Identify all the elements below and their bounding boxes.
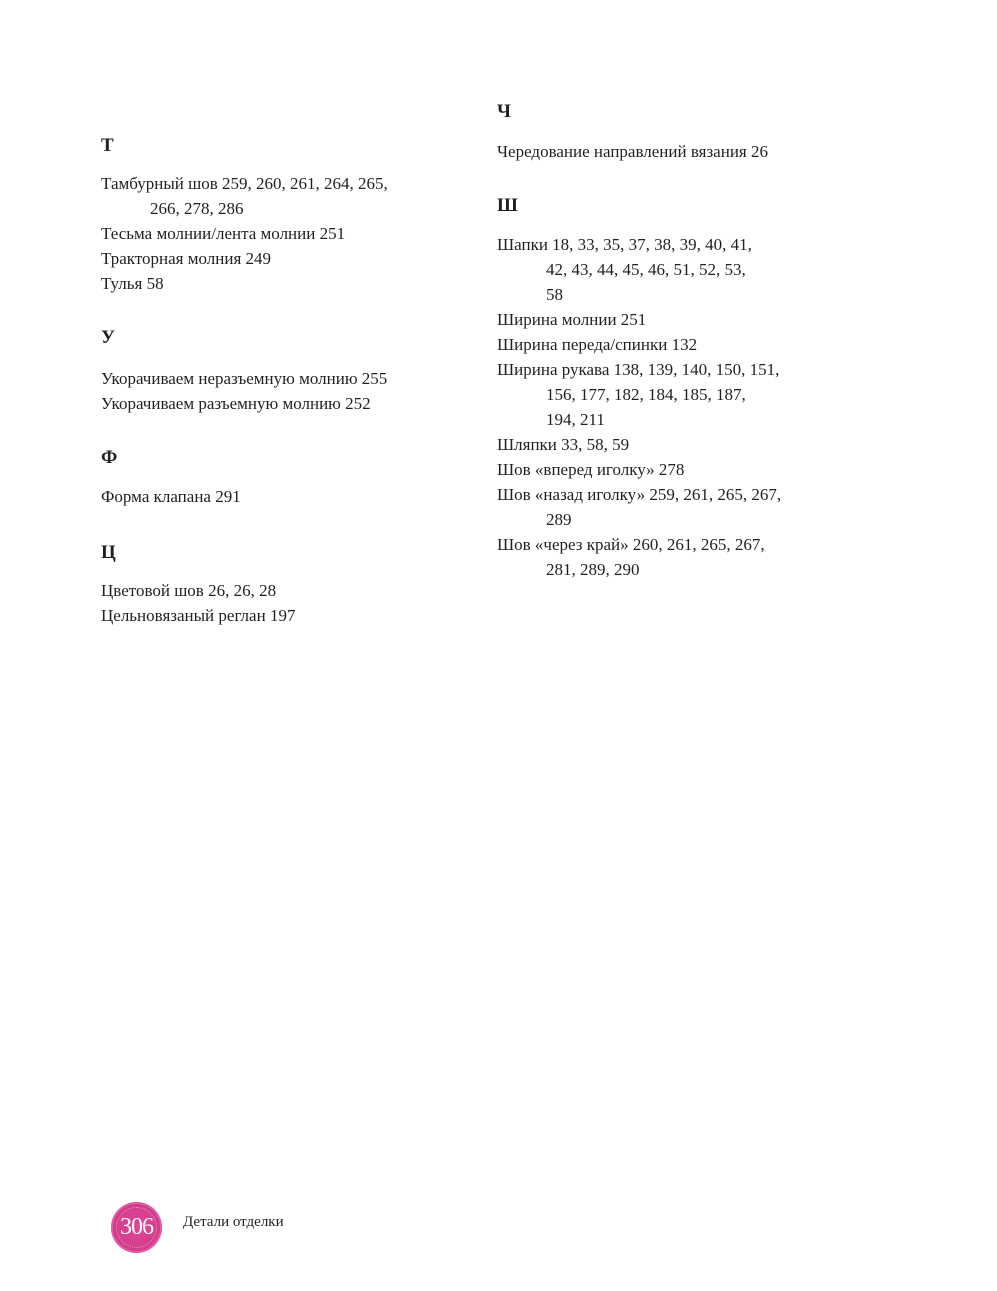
index-entry-line: Шов «через край» 260, 261, 265, 267, [497, 535, 765, 554]
index-entry-line: Тамбурный шов 259, 260, 261, 264, 265, [101, 174, 388, 193]
index-entry: Чередование направлений вязания 26 [497, 142, 768, 161]
page-number-badge [111, 1202, 162, 1253]
index-entry: Ширина молнии 251 [497, 310, 647, 329]
running-footer-title: Детали отделки [183, 1214, 284, 1230]
index-entry: Цельновязаный реглан 197 [101, 606, 296, 625]
index-letter-ts: Ц [101, 542, 116, 563]
index-entry-continuation: 281, 289, 290 [546, 560, 640, 579]
index-entry: Цветовой шов 26, 26, 28 [101, 581, 277, 600]
index-entry-continuation: 194, 211 [546, 410, 605, 429]
index-entry-continuation: 289 [546, 510, 572, 529]
index-entry: Тулья 58 [101, 274, 164, 293]
index-letter-ch: Ч [497, 101, 511, 122]
page-number: 306 [120, 1214, 153, 1240]
index-entry [497, 532, 765, 582]
index-entry: Ширина переда/спинки 132 [497, 335, 698, 354]
index-letter-t: Т [101, 135, 114, 156]
index-letter-sh: Ш [497, 195, 518, 216]
index-entry-continuation: 266, 278, 286 [150, 199, 244, 218]
index-entry: Укорачиваем неразъемную молнию 255 [101, 369, 388, 388]
index-entry [497, 232, 752, 307]
index-entry: Укорачиваем разъемную молнию 252 [101, 394, 371, 413]
index-entry-line: Ширина рукава 138, 139, 140, 150, 151, [497, 360, 780, 379]
index-entry: Шов «вперед иголку» 278 [497, 460, 685, 479]
index-entry [101, 171, 388, 221]
index-entry-continuation: 58 [546, 285, 563, 304]
index-entry [497, 357, 779, 432]
index-entry-line: Шапки 18, 33, 35, 37, 38, 39, 40, 41, [497, 235, 752, 254]
index-entry-continuation: 156, 177, 182, 184, 185, 187, [546, 385, 746, 404]
index-entry: Шляпки 33, 58, 59 [497, 435, 630, 454]
index-entry-line: Шов «назад иголку» 259, 261, 265, 267, [497, 485, 782, 504]
index-entry [497, 482, 781, 532]
index-letter-u: У [101, 327, 115, 348]
index-entry: Тракторная молния 249 [101, 249, 272, 268]
index-letter-f: Ф [101, 447, 118, 468]
index-entry: Тесьма молнии/лента молнии 251 [101, 224, 346, 243]
index-entry: Форма клапана 291 [101, 487, 241, 506]
index-entry-continuation: 42, 43, 44, 45, 46, 51, 52, 53, [546, 260, 746, 279]
